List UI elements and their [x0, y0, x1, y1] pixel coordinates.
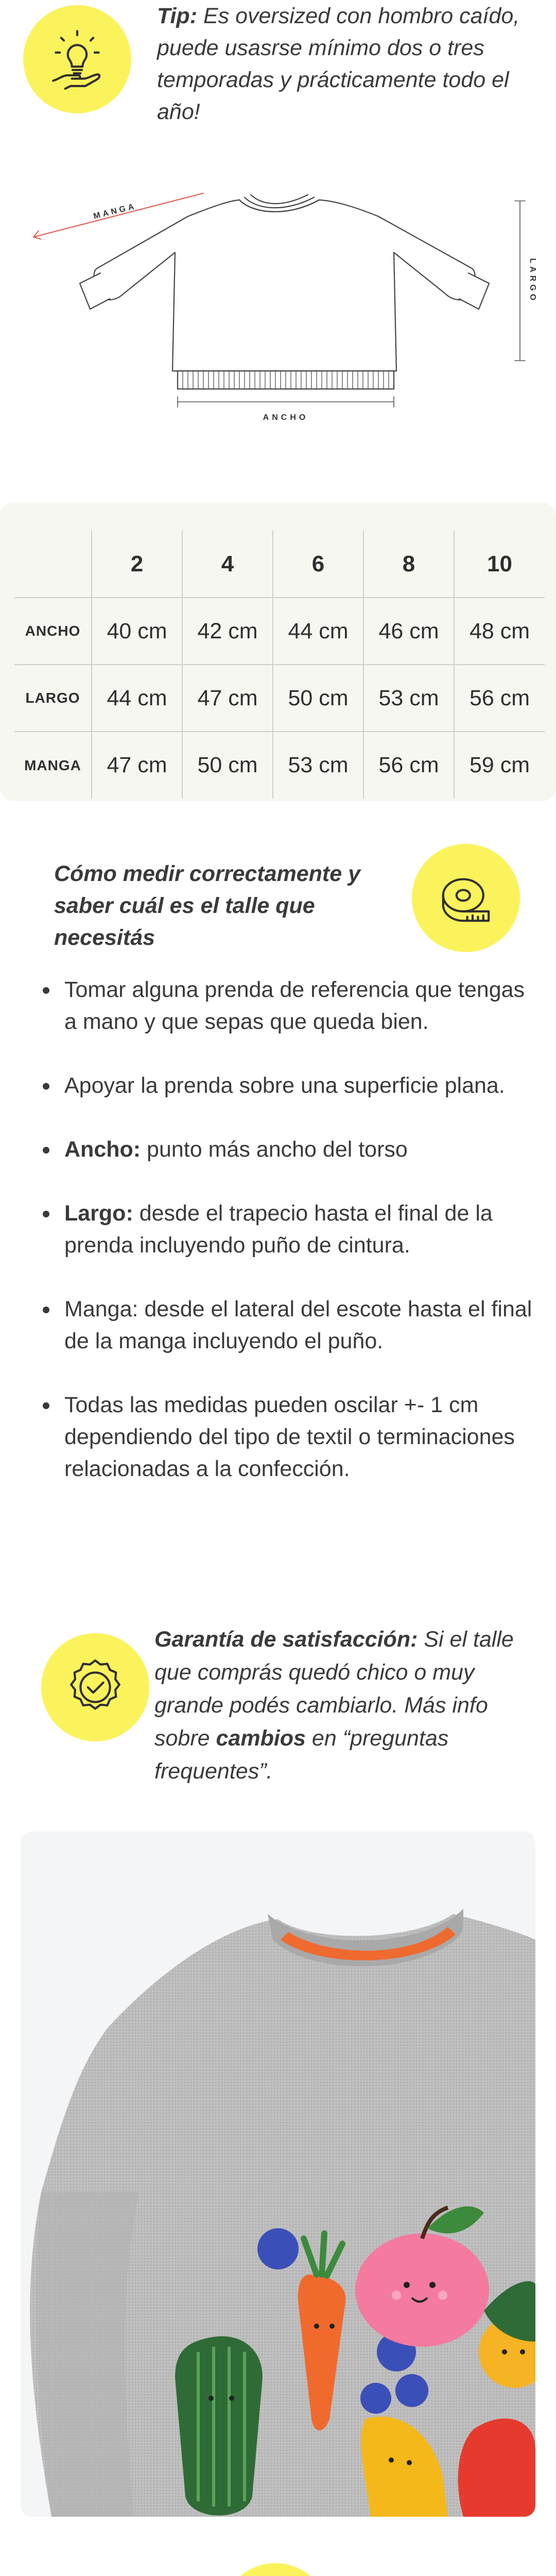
guarantee-body-end: en “preguntas frequentes”.: [154, 1726, 449, 1784]
cambios-link[interactable]: cambios: [216, 1726, 306, 1751]
table-cell: 42 cm: [182, 598, 273, 665]
list-item: [39, 1389, 533, 1485]
row-label: MANGA: [14, 732, 92, 799]
tip-label: Tip:: [157, 4, 198, 28]
list-item: [39, 1293, 533, 1357]
list-item-bold: Largo:: [64, 1201, 133, 1226]
tip-body: Es oversized con hombro caído, puede usasrse mínimo dos o tres temporadas y prácticamente todo el año!: [157, 4, 520, 124]
list-item-bold: Ancho:: [64, 1137, 141, 1162]
size-header-row: [14, 531, 545, 598]
guarantee-text: [154, 1623, 525, 1788]
list-item-text: Todas las medidas pueden oscilar +- 1 cm dependiendo del tipo de textil o terminaciones relacionadas a la confección.: [64, 1393, 515, 1481]
manga-label: MANGA: [92, 201, 137, 221]
list-item-text: punto más ancho del torso: [141, 1137, 408, 1162]
measurement-diagram: [18, 144, 538, 438]
list-item: [39, 1197, 533, 1261]
list-item-text: desde el trapecio hasta el final de la prenda incluyendo puño de cintura.: [64, 1201, 493, 1258]
list-item: [39, 1133, 533, 1165]
table-cell: 44 cm: [92, 665, 182, 732]
row-label: ANCHO: [14, 598, 92, 665]
measure-title: Cómo medir correctamente y saber cuál es el talle que necesitás: [54, 861, 361, 950]
ancho-label: ANCHO: [263, 413, 309, 422]
list-item: [39, 974, 533, 1038]
size-table: [14, 531, 545, 799]
tip-section: [23, 0, 538, 124]
table-cell: 48 cm: [454, 598, 545, 665]
product-photo: [21, 1832, 535, 2517]
table-cell: 44 cm: [273, 598, 363, 665]
table-cell: 50 cm: [273, 665, 363, 732]
size-column-header: 10: [454, 531, 545, 598]
guarantee-title: Garantía de satisfacción:: [154, 1627, 418, 1652]
table-cell: 53 cm: [363, 665, 454, 732]
list-item-text: Tomar alguna prenda de referencia que tengas a mano y que sepas que queda bien.: [64, 977, 525, 1034]
largo-label: LARGO: [528, 258, 537, 303]
table-cell: 53 cm: [273, 732, 363, 799]
tip-text: [157, 0, 538, 128]
list-item-text: Apoyar la prenda sobre una superficie plana.: [64, 1073, 505, 1098]
list-item: [39, 1070, 533, 1101]
sweater-diagram-illustration: [18, 144, 538, 438]
table-cell: 46 cm: [363, 598, 454, 665]
row-label: LARGO: [14, 665, 92, 732]
guarantee-body: Si el talle que comprás quedó chico o muy grande podés cambiarlo. Más info sobre: [154, 1627, 514, 1751]
lightbulb-hand-icon: [23, 5, 131, 113]
table-cell: 40 cm: [92, 598, 182, 665]
check-badge-icon: [41, 1633, 149, 1741]
table-cell: 50 cm: [182, 732, 273, 799]
table-row: [14, 732, 545, 799]
list-item-text: Manga: desde el lateral del escote hasta el final de la manga incluyendo el puño.: [64, 1297, 532, 1353]
size-column-header: 6: [273, 531, 363, 598]
table-cell: 56 cm: [454, 665, 545, 732]
table-cell: 47 cm: [182, 665, 273, 732]
measure-tips-list: [39, 974, 533, 1517]
table-row: [14, 598, 545, 665]
table-cell: 59 cm: [454, 732, 545, 799]
size-corner-cell: [14, 531, 92, 598]
table-row: [14, 665, 545, 732]
table-cell: 47 cm: [92, 732, 182, 799]
sweater-photo-illustration: [21, 1832, 535, 2517]
table-cell: 56 cm: [363, 732, 454, 799]
size-column-header: 4: [182, 531, 273, 598]
measuring-tape-icon: [412, 844, 520, 952]
size-column-header: 2: [92, 531, 182, 598]
size-table-card: [0, 502, 556, 801]
hearts-chat-icon: [221, 2563, 329, 2576]
size-column-header: 8: [363, 531, 454, 598]
